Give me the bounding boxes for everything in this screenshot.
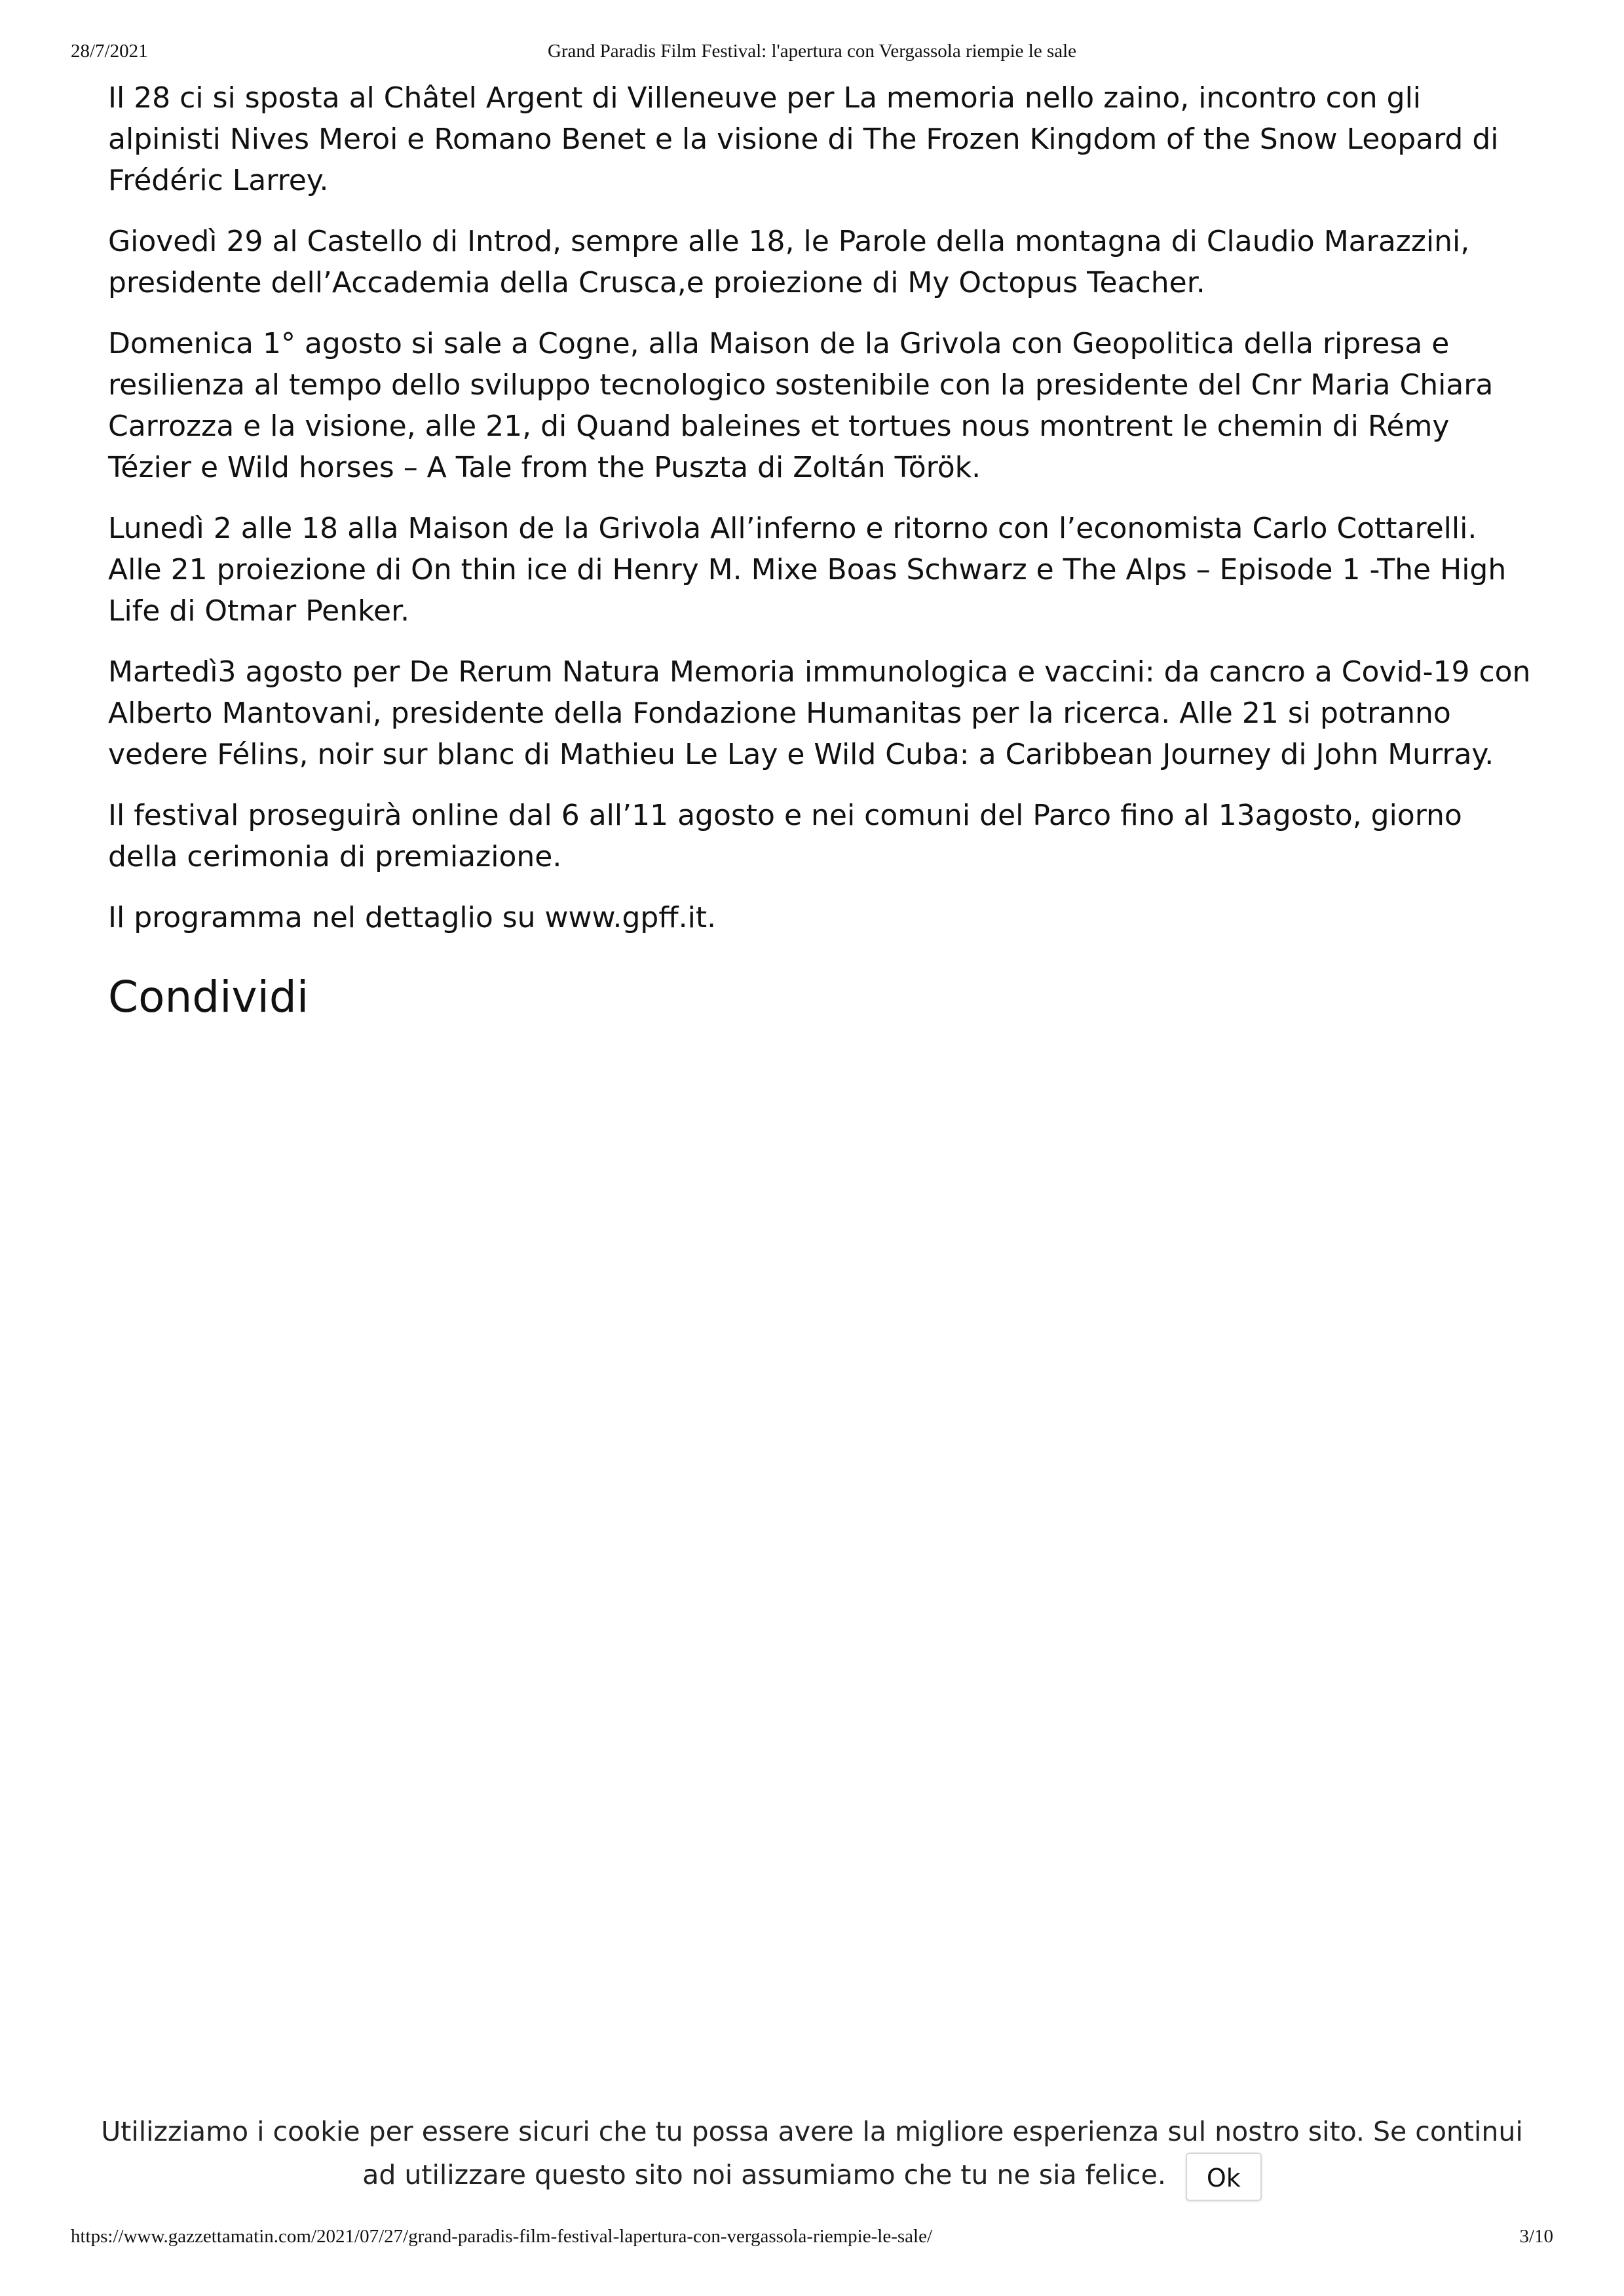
print-footer: [71, 2226, 1553, 2252]
cookie-message: Utilizziamo i cookie per essere sicuri che tu possa avere la migliore esperienza sul nostro sito. Se continui ad utilizzare questo sito noi assumiamo che tu ne sia felice.: [101, 2116, 1523, 2191]
article-body: [108, 77, 1536, 958]
page-number: 3/10: [1519, 2226, 1553, 2247]
print-page-title: Grand Paradis Film Festival: l'apertura con Vergassola riempie le sale: [547, 41, 1077, 62]
article-paragraph: Martedì3 agosto per De Rerum Natura Memoria immunologica e vaccini: da cancro a Covid-19 con Alberto Mantovani, presidente della Fondazione Humanitas per la ricerca. Alle 21 si potranno vedere Félins, noir sur blanc di Mathieu Le Lay e Wild Cuba: a Caribbean Journey di John Murray.: [108, 655, 1531, 771]
cookie-ok-button[interactable]: Ok: [1186, 2152, 1262, 2201]
article-paragraph: Domenica 1° agosto si sale a Cogne, alla Maison de la Grivola con Geopolitica della ripresa e resilienza al tempo dello sviluppo tecnologico sostenibile con la presidente del Cnr Maria Chiara Carrozza e la visione, alle 21, di Quand baleines et tortues nous montrent le chemin di Rémy Tézier e Wild horses – A Tale from the Puszta di Zoltán Török.: [108, 327, 1494, 484]
print-url: https://www.gazzettamatin.com/2021/07/27/grand-paradis-film-festival-lapertura-con-vergassola-riempie-le-sale/: [71, 2226, 932, 2247]
cookie-banner: [98, 2111, 1526, 2201]
article-paragraph: Il programma nel dettaglio su www.gpff.it.: [108, 901, 717, 934]
print-date: 28/7/2021: [71, 41, 148, 62]
print-header: [71, 41, 1553, 67]
share-heading: Condividi: [108, 972, 309, 1022]
article-paragraph: Il 28 ci si sposta al Châtel Argent di Villeneuve per La memoria nello zaino, incontro con gli alpinisti Nives Meroi e Romano Benet e la visione di The Frozen Kingdom of the Snow Leopard di Frédéric Larrey.: [108, 81, 1499, 197]
article-paragraph: Giovedì 29 al Castello di Introd, sempre alle 18, le Parole della montagna di Claudio Marazzini, presidente dell’Accademia della Crusca,e proiezione di My Octopus Teacher.: [108, 225, 1470, 299]
article-paragraph: Lunedì 2 alle 18 alla Maison de la Grivola All’inferno e ritorno con l’economista Carlo Cottarelli. Alle 21 proiezione di On thin ice di Henry M. Mixe Boas Schwarz e The Alps – Episode 1 -The High Life di Otmar Penker.: [108, 512, 1507, 628]
article-paragraph: Il festival proseguirà online dal 6 all’11 agosto e nei comuni del Parco fino al 13agosto, giorno della cerimonia di premiazione.: [108, 799, 1462, 873]
